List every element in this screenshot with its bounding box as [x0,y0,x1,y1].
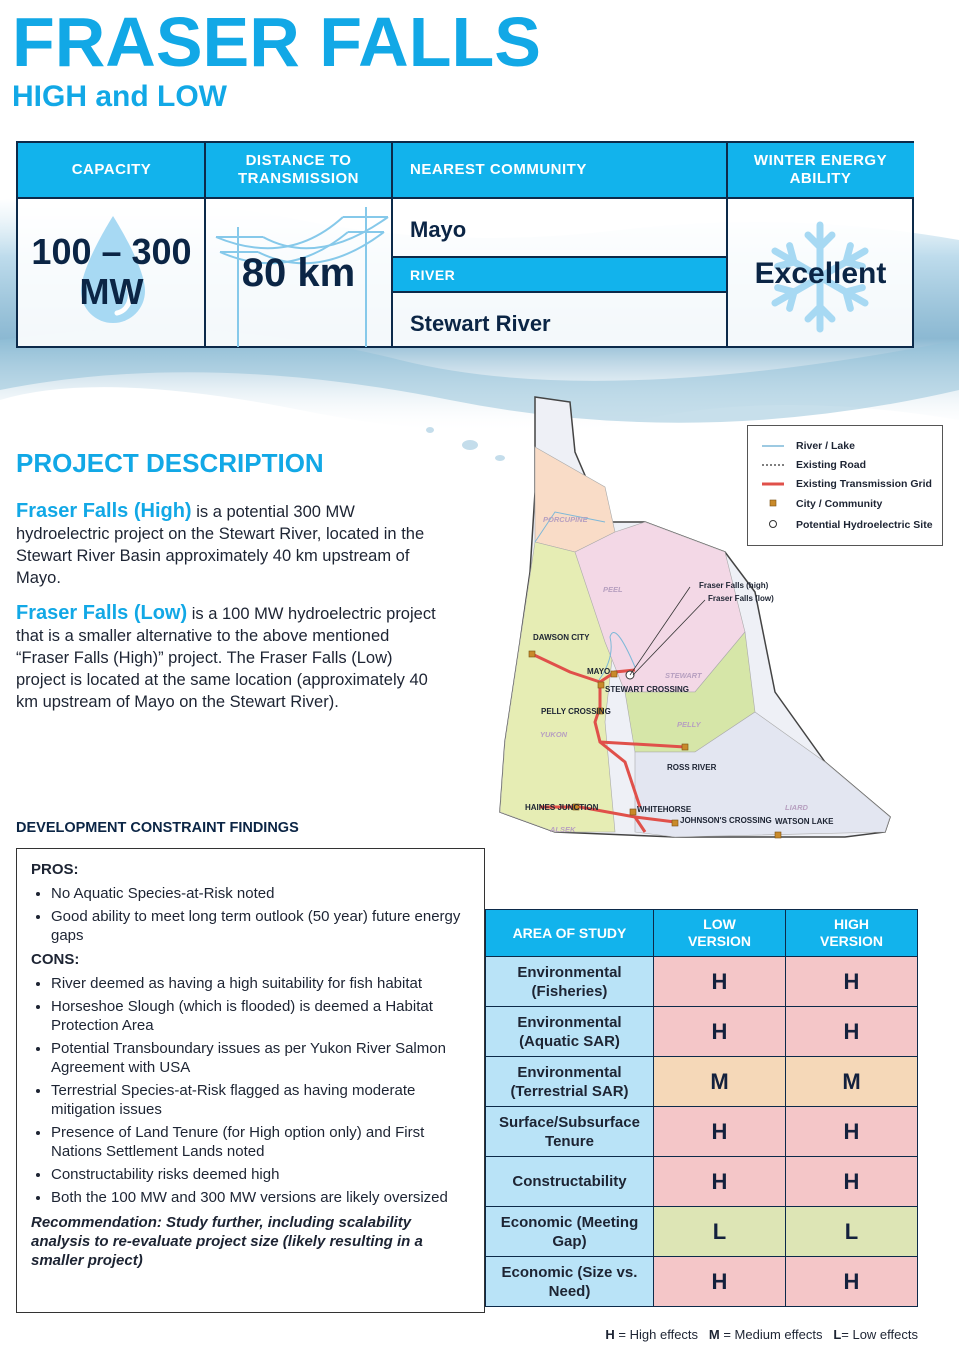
low-version-rating: H [653,1007,785,1057]
stats-panel [16,141,914,348]
recommendation: Recommendation: Study further, including scalability analysis to re-evaluate project size (likely resulting in a smaller project) [31,1214,423,1269]
list-item: • Presence of Land Tenure (for High option only) and First Nations Settlement Lands noted [51,1123,472,1161]
region-label: PELLY [677,720,701,729]
site-label-high: Fraser Falls (high) [699,581,769,590]
community-label: MAYO [587,667,611,676]
legend-l-text: = Low effects [841,1327,918,1342]
description-paragraph-low [16,602,446,713]
page-title: FRASER FALLS [12,3,541,81]
community-label: PELLY CROSSING [541,707,611,716]
list-item: • No Aquatic Species-at-Risk noted [51,884,472,903]
effects-legend [605,1327,918,1342]
low-version-rating: L [653,1207,785,1257]
col-low-header: LOW VERSION [653,910,785,957]
community-label: WHITEHORSE [637,805,692,814]
list-item: • Terrestrial Species-at-Risk flagged as having moderate mitigation issues [51,1081,472,1119]
capacity-value-range: 100 – 300 [31,231,192,272]
community-label: JOHNSON'S CROSSING [680,816,772,825]
area-of-study-cell: Surface/Subsurface Tenure [486,1107,654,1157]
winter-value: Excellent [754,257,887,290]
legend-m-text: = Medium effects [719,1327,823,1342]
high-text: is a potential 300 MW hydroelectric project on the Stewart River, located in the Stewart River Basin approximately 40 km upstream of Mayo. [16,503,425,587]
cons-label: CONS: [31,951,80,968]
pros-list [31,884,472,945]
legend-grid: Existing Transmission Grid [796,478,932,490]
cons-list [31,974,472,1207]
list-item: • Both the 100 MW and 300 MW versions are likely oversized [51,1188,472,1207]
area-of-study-cell: Constructability [486,1157,654,1207]
low-version-rating: H [653,1107,785,1157]
community-header: NEAREST COMMUNITY [392,143,727,197]
region-label: YUKON [540,730,568,739]
high-version-rating: H [785,957,917,1007]
high-version-rating: H [785,1157,917,1207]
river-header-band [392,256,727,293]
col-high-header: HIGH VERSION [785,910,917,957]
high-version-rating: H [785,1257,917,1307]
map-legend [747,425,943,546]
distance-header: DISTANCE TO TRANSMISSION [205,143,392,197]
capacity-header: CAPACITY [18,143,205,197]
table-row [486,957,918,1007]
community-label: DAWSON CITY [533,633,590,642]
legend-community: City / Community [796,498,883,510]
high-version-rating: M [785,1057,917,1107]
low-version-rating: H [653,1157,785,1207]
region-label: PEEL [603,585,623,594]
area-of-study-cell: Economic (Size vs. Need) [486,1257,654,1307]
project-description-heading: PROJECT DESCRIPTION [16,448,324,478]
capacity-value-unit: MW [79,271,144,312]
low-version-rating: H [653,957,785,1007]
high-lead: Fraser Falls (High) [16,500,192,522]
distance-value: 80 km [241,251,356,295]
list-item: • Horseshoe Slough (which is flooded) is deemed a Habitat Protection Area [51,997,472,1035]
table-row [486,1157,918,1207]
legend-river: River / Lake [796,440,855,452]
list-item: • Good ability to meet long term outlook (50 year) future energy gaps [51,907,472,945]
constraint-table [485,909,918,1307]
list-item: • Constructability risks deemed high [51,1165,472,1184]
legend-l-key: L [833,1327,842,1342]
legend-road: Existing Road [796,459,867,471]
low-text: is a 100 MW hydroelectric project that is a smaller alternative to the above mentioned “Fraser Falls (High)” project. The Fraser Falls (Low) project is located at the same location (approximately 40 km upstream of Mayo on the Stewart River). [16,605,436,711]
winter-header: WINTER ENERGY ABILITY [727,143,914,197]
area-of-study-cell: Economic (Meeting Gap) [486,1207,654,1257]
legend-h-text: = High effects [614,1327,699,1342]
low-version-rating: M [653,1057,785,1107]
high-version-rating: H [785,1107,917,1157]
map-legend-symbols [762,440,788,536]
table-row [486,1257,918,1307]
region-label: STEWART [665,671,702,680]
community-label: HAINES JUNCTION [525,803,599,812]
community-label: WATSON LAKE [775,817,834,826]
river-header: RIVER [410,267,456,283]
legend-m-key: M [708,1327,720,1342]
legend-h-key: H [605,1327,615,1342]
table-row [486,1057,918,1107]
area-of-study-cell: Environmental (Aquatic SAR) [486,1007,654,1057]
low-lead: Fraser Falls (Low) [16,602,188,624]
table-row [486,1007,918,1057]
region-label: ALSEK [550,825,576,834]
river-value: Stewart River [410,311,551,336]
description-paragraph-high [16,500,446,589]
legend-site: Potential Hydroelectric Site [796,519,933,531]
list-item: • River deemed as having a high suitability for fish habitat [51,974,472,993]
region-label: PORCUPINE [543,515,588,524]
findings-box [16,848,485,1313]
region-label: LIARD [785,803,808,812]
list-item: • Potential Transboundary issues as per Yukon River Salmon Agreement with USA [51,1039,472,1077]
community-value: Mayo [410,217,467,242]
page-subtitle: HIGH and LOW [12,80,227,113]
findings-heading: DEVELOPMENT CONSTRAINT FINDINGS [16,820,299,836]
high-version-rating: H [785,1007,917,1057]
low-version-rating: H [653,1257,785,1307]
stats-body [18,197,914,348]
col-area-header: AREA OF STUDY [486,910,654,957]
pros-label: PROS: [31,861,79,878]
area-of-study-cell: Environmental (Terrestrial SAR) [486,1057,654,1107]
area-of-study-cell: Environmental (Fisheries) [486,957,654,1007]
site-label-low: Fraser Falls (low) [708,594,774,603]
community-label: ROSS RIVER [667,763,717,772]
community-label: STEWART CROSSING [605,685,690,694]
table-row [486,1207,918,1257]
high-version-rating: L [785,1207,917,1257]
table-row [486,1107,918,1157]
